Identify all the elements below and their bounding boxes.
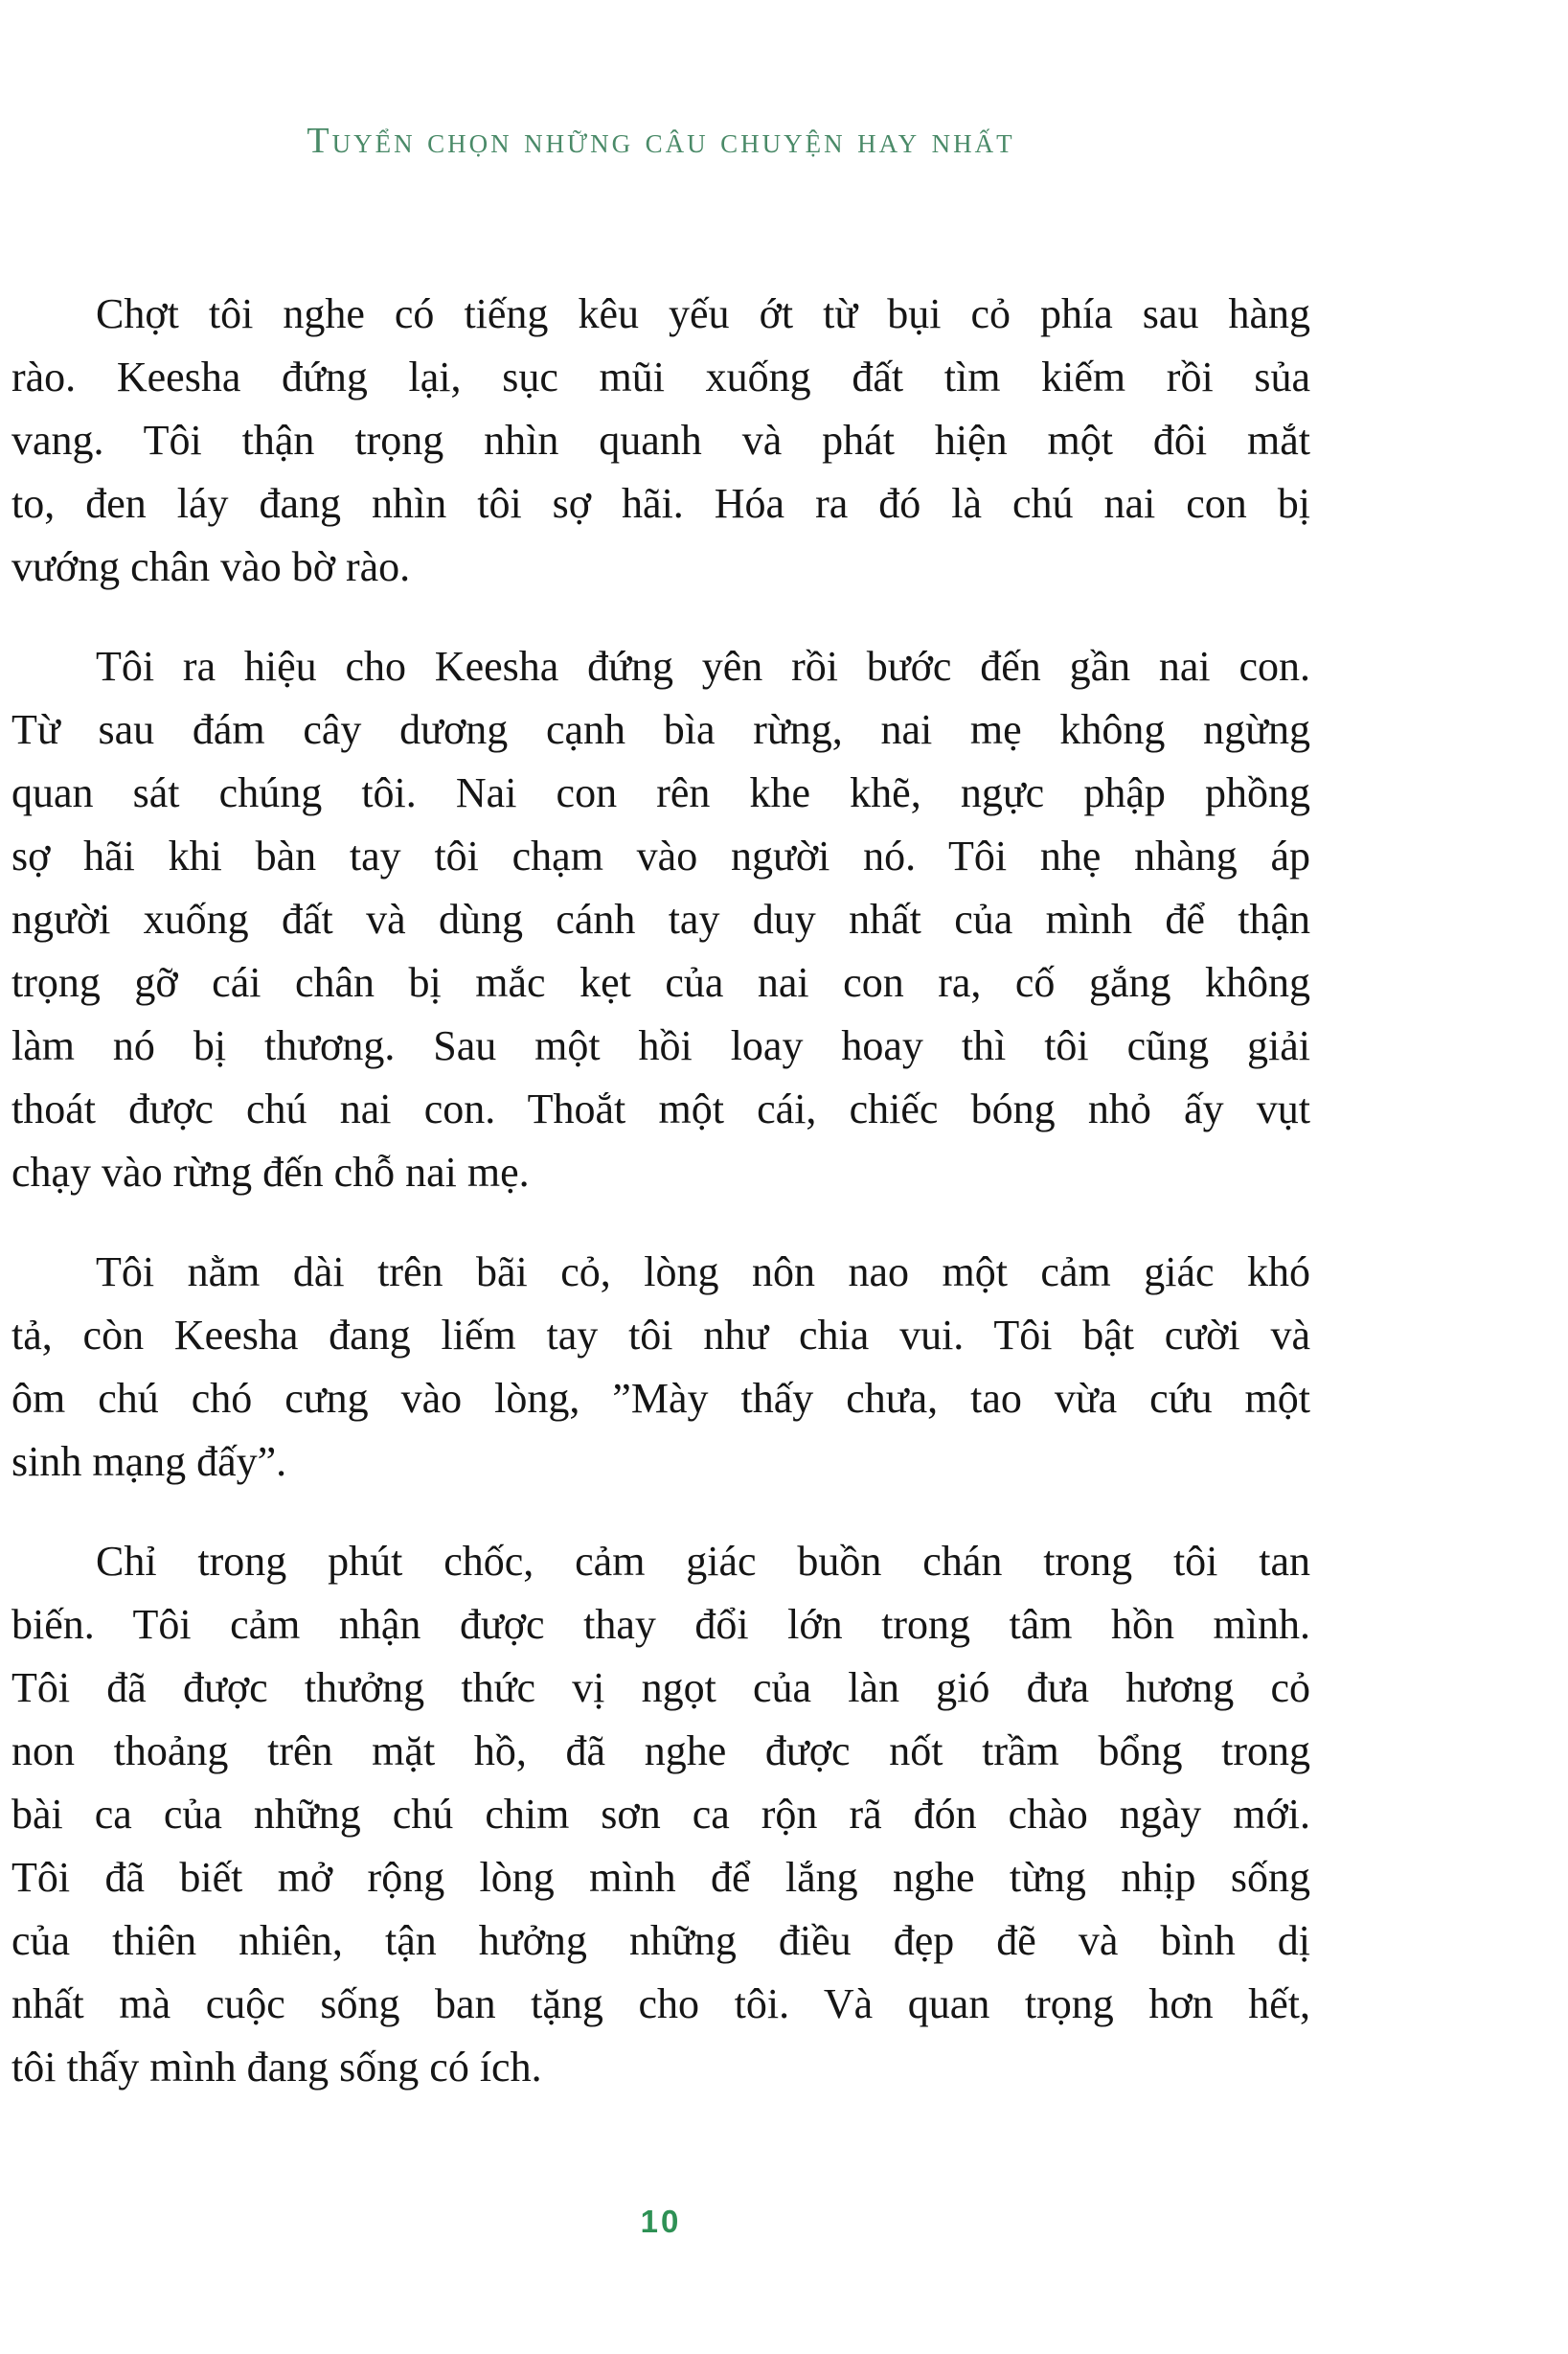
- text-line: của thiên nhiên, tận hưởng những điều đẹp đẽ và bình dị: [11, 1917, 1310, 1964]
- text-line: rào. Keesha đứng lại, sục mũi xuống đất tìm kiếm rồi sủa: [11, 354, 1310, 400]
- page-number: 10: [640, 2204, 682, 2239]
- text-line: bài ca của những chú chim sơn ca rộn rã đón chào ngày mới.: [11, 1791, 1310, 1838]
- text-line: biến. Tôi cảm nhận được thay đổi lớn trong tâm hồn mình.: [11, 1601, 1310, 1648]
- text-line: Chợt tôi nghe có tiếng kêu yếu ớt từ bụi cỏ phía sau hàng: [96, 290, 1310, 337]
- running-header: Tuyển chọn những câu chuyện hay nhất: [307, 121, 1015, 161]
- text-line: trọng gỡ cái chân bị mắc kẹt của nai con ra, cố gắng không: [11, 959, 1310, 1006]
- text-line: Từ sau đám cây dương cạnh bìa rừng, nai mẹ không ngừng: [11, 706, 1310, 753]
- text-line: non thoảng trên mặt hồ, đã nghe được nốt trầm bổng trong: [11, 1727, 1310, 1774]
- text-line: nhất mà cuộc sống ban tặng cho tôi. Và quan trọng hơn hết,: [11, 1980, 1310, 2027]
- text-line: Chỉ trong phút chốc, cảm giác buồn chán trong tôi tan: [96, 1538, 1310, 1585]
- text-line: to, đen láy đang nhìn tôi sợ hãi. Hóa ra đó là chú nai con bị: [11, 480, 1310, 527]
- text-line: Tôi đã biết mở rộng lòng mình để lắng nghe từng nhịp sống: [11, 1854, 1310, 1901]
- text-line: Tôi nằm dài trên bãi cỏ, lòng nôn nao một cảm giác khó: [96, 1248, 1310, 1295]
- paragraph: [11, 635, 1310, 1204]
- body-text: [11, 283, 1310, 2099]
- text-line: làm nó bị thương. Sau một hồi loay hoay thì tôi cũng giải: [11, 1022, 1310, 1069]
- paragraph: [11, 1530, 1310, 2099]
- text-line: người xuống đất và dùng cánh tay duy nhất của mình để thận: [11, 896, 1310, 943]
- text-line: tôi thấy mình đang sống có ích.: [11, 2044, 542, 2091]
- paragraph: [11, 283, 1310, 599]
- text-line: sinh mạng đấy”.: [11, 1438, 287, 1485]
- text-line: Tôi đã được thưởng thức vị ngọt của làn gió đưa hương cỏ: [11, 1664, 1310, 1711]
- text-line: vang. Tôi thận trọng nhìn quanh và phát hiện một đôi mắt: [11, 417, 1310, 464]
- text-line: Tôi ra hiệu cho Keesha đứng yên rồi bước đến gần nai con.: [96, 643, 1310, 690]
- text-line: sợ hãi khi bàn tay tôi chạm vào người nó. Tôi nhẹ nhàng áp: [11, 833, 1310, 880]
- paragraph: [11, 1241, 1310, 1494]
- text-line: quan sát chúng tôi. Nai con rên khe khẽ, ngực phập phồng: [11, 769, 1310, 816]
- text-line: ôm chú chó cưng vào lòng, ”Mày thấy chưa, tao vừa cứu một: [11, 1375, 1310, 1422]
- text-line: chạy vào rừng đến chỗ nai mẹ.: [11, 1149, 530, 1196]
- text-line: vướng chân vào bờ rào.: [11, 543, 411, 590]
- text-line: thoát được chú nai con. Thoắt một cái, chiếc bóng nhỏ ấy vụt: [11, 1086, 1310, 1132]
- text-line: tả, còn Keesha đang liếm tay tôi như chia vui. Tôi bật cười và: [11, 1312, 1310, 1359]
